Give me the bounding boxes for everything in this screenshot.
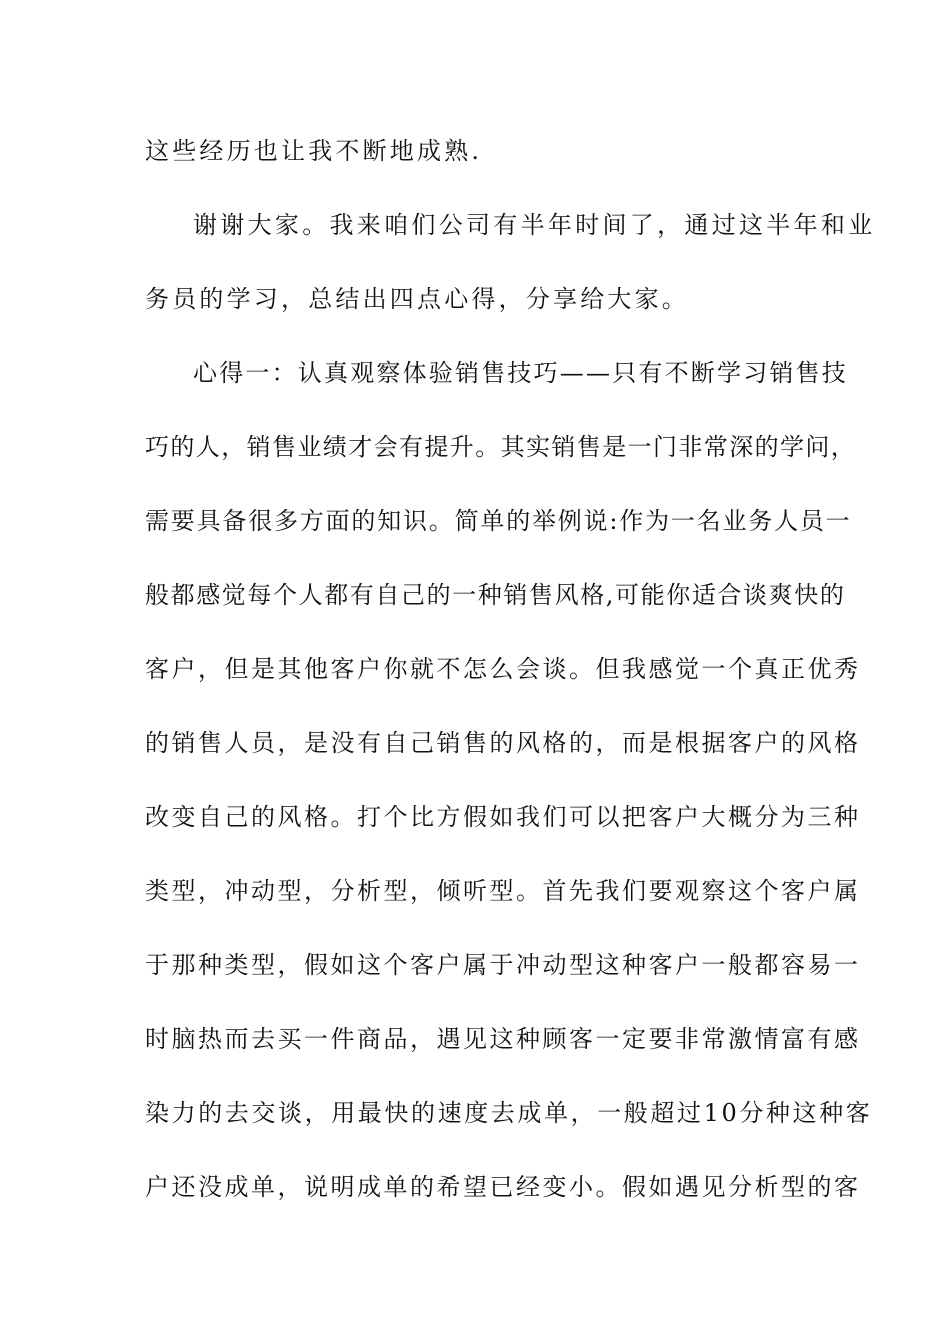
text-line: 谢谢大家。我来咱们公司有半年时间了，通过这半年和业 <box>193 211 876 239</box>
text-line: 于那种类型，假如这个客户属于冲动型这种客户一般都容易一 <box>145 951 861 979</box>
text-line: 时脑热而去买一件商品，遇见这种顾客一定要非常激情富有感 <box>145 1025 861 1053</box>
text-line: 户还没成单，说明成单的希望已经变小。假如遇见分析型的客 <box>145 1173 861 1201</box>
text-line: 这些经历也让我不断地成熟. <box>145 137 483 165</box>
text-line: 心得一：认真观察体验销售技巧——只有不断学习销售技 <box>193 359 848 387</box>
text-line: 改变自己的风格。打个比方假如我们可以把客户大概分为三种 <box>145 803 861 831</box>
text-line: 巧的人，销售业绩才会有提升。其实销售是一门非常深的学问， <box>145 433 857 461</box>
text-line: 客户，但是其他客户你就不怎么会谈。但我感觉一个真正优秀 <box>145 655 861 683</box>
text-line: 务员的学习，总结出四点心得，分享给大家。 <box>145 285 689 313</box>
text-line: 的销售人员，是没有自己销售的风格的，而是根据客户的风格 <box>145 729 861 757</box>
text-line: 需要具备很多方面的知识。简单的举例说:作为一名业务人员一 <box>145 507 852 535</box>
text-line: 类型，冲动型，分析型，倾听型。首先我们要观察这个客户属 <box>145 877 861 905</box>
text-line: 染力的去交谈，用最快的速度去成单，一般超过10分种这种客 <box>145 1099 873 1127</box>
text-line: 般都感觉每个人都有自己的一种销售风格,可能你适合谈爽快的 <box>145 581 846 609</box>
